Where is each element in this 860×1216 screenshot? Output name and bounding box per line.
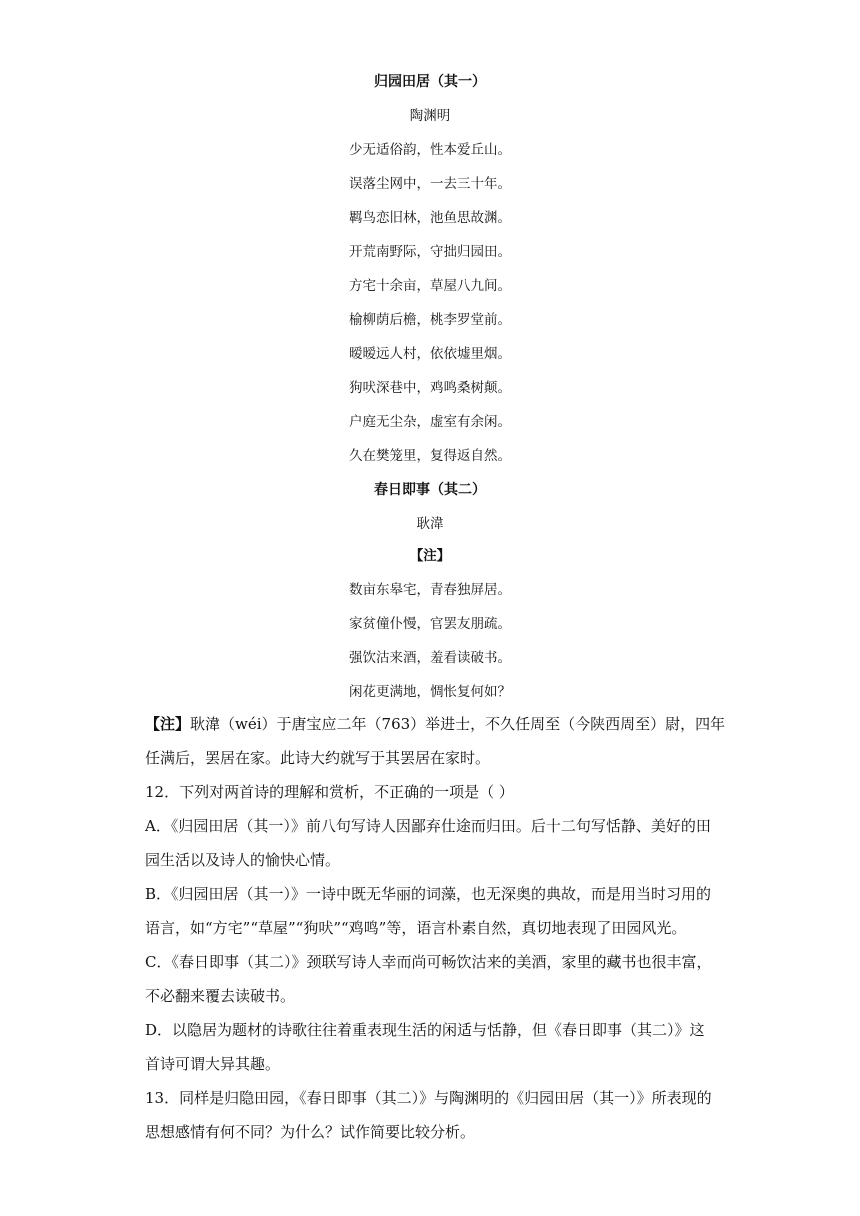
poem2-author: 耿湋 bbox=[416, 516, 444, 532]
option-d-line: 首诗可谓大异其趣。 bbox=[145, 1055, 281, 1073]
question13-line: 13．同样是归隐田园，《春日即事（其二）》与陶渊明的《归园田居（其一）》所表现的 bbox=[145, 1089, 712, 1107]
option-d-line: D．以隐居为题材的诗歌往往着重表现生活的闲适与恬静，但《春日即事（其二）》这 bbox=[145, 1021, 705, 1039]
poem1-line: 户庭无尘杂，虚室有余闲。 bbox=[349, 414, 511, 430]
poem1-line: 误落尘网中，一去三十年。 bbox=[349, 176, 511, 192]
note-text: 耿湋（wéi）于唐宝应二年（763）举进士，不久任周至（今陕西周至）尉，四年 bbox=[190, 715, 726, 733]
poem2-note-mark: 【注】 bbox=[409, 548, 451, 564]
option-b-line: 语言，如“方宅”“草屋”“狗吠”“鸡鸣”等，语言朴素自然，真切地表现了田园风光。 bbox=[145, 919, 687, 937]
poem1-line: 方宅十余亩，草屋八九间。 bbox=[349, 278, 511, 294]
note-line: 任满后，罢居在家。此诗大约就写于其罢居在家时。 bbox=[145, 749, 491, 767]
question12-stem: 12．下列对两首诗的理解和赏析，不正确的一项是（ ） bbox=[145, 783, 514, 801]
poem2-line: 强饮沽来酒，羞看读破书。 bbox=[349, 650, 511, 666]
poem1-line: 榆柳荫后檐，桃李罗堂前。 bbox=[349, 312, 511, 328]
poem1-line: 羁鸟恋旧林，池鱼思故渊。 bbox=[349, 210, 511, 226]
poem2-line: 闲花更满地，惆怅复何如？ bbox=[349, 684, 511, 700]
note-line bbox=[145, 714, 725, 734]
option-c-line: C．《春日即事（其二）》颈联写诗人幸而尚可畅饮沽来的美酒，家里的藏书也很丰富， bbox=[145, 953, 712, 971]
poem1-title: 归园田居（其一） bbox=[374, 74, 486, 90]
poem2-line: 家贫僮仆慢，官罢友朋疏。 bbox=[349, 616, 511, 632]
poem1-line: 久在樊笼里，复得返自然。 bbox=[349, 448, 511, 464]
poem1-author: 陶渊明 bbox=[409, 108, 451, 124]
poem1-line: 少无适俗韵，性本爱丘山。 bbox=[349, 142, 511, 158]
poem2-line: 数亩东皋宅，青春独屏居。 bbox=[349, 582, 511, 598]
option-c-line: 不必翻来覆去读破书。 bbox=[145, 987, 296, 1005]
option-a-line: 园生活以及诗人的愉快心情。 bbox=[145, 851, 341, 869]
poem2-title: 春日即事（其二） bbox=[374, 482, 486, 498]
note-label: 【注】 bbox=[145, 715, 191, 733]
poem1-line: 狗吠深巷中，鸡鸣桑树颠。 bbox=[349, 380, 511, 396]
question13-line: 思想感情有何不同？为什么？试作简要比较分析。 bbox=[145, 1123, 476, 1141]
option-b-line: B．《归园田居（其一）》一诗中既无华丽的词藻，也无深奥的典故，而是用当时习用的 bbox=[145, 885, 712, 903]
option-a-line: A．《归园田居（其一）》前八句写诗人因鄙弃仕途而归田。后十二句写恬静、美好的田 bbox=[145, 817, 711, 835]
poem1-line: 暧暧远人村，依依墟里烟。 bbox=[349, 346, 511, 362]
poem1-line: 开荒南野际，守拙归园田。 bbox=[349, 244, 511, 260]
